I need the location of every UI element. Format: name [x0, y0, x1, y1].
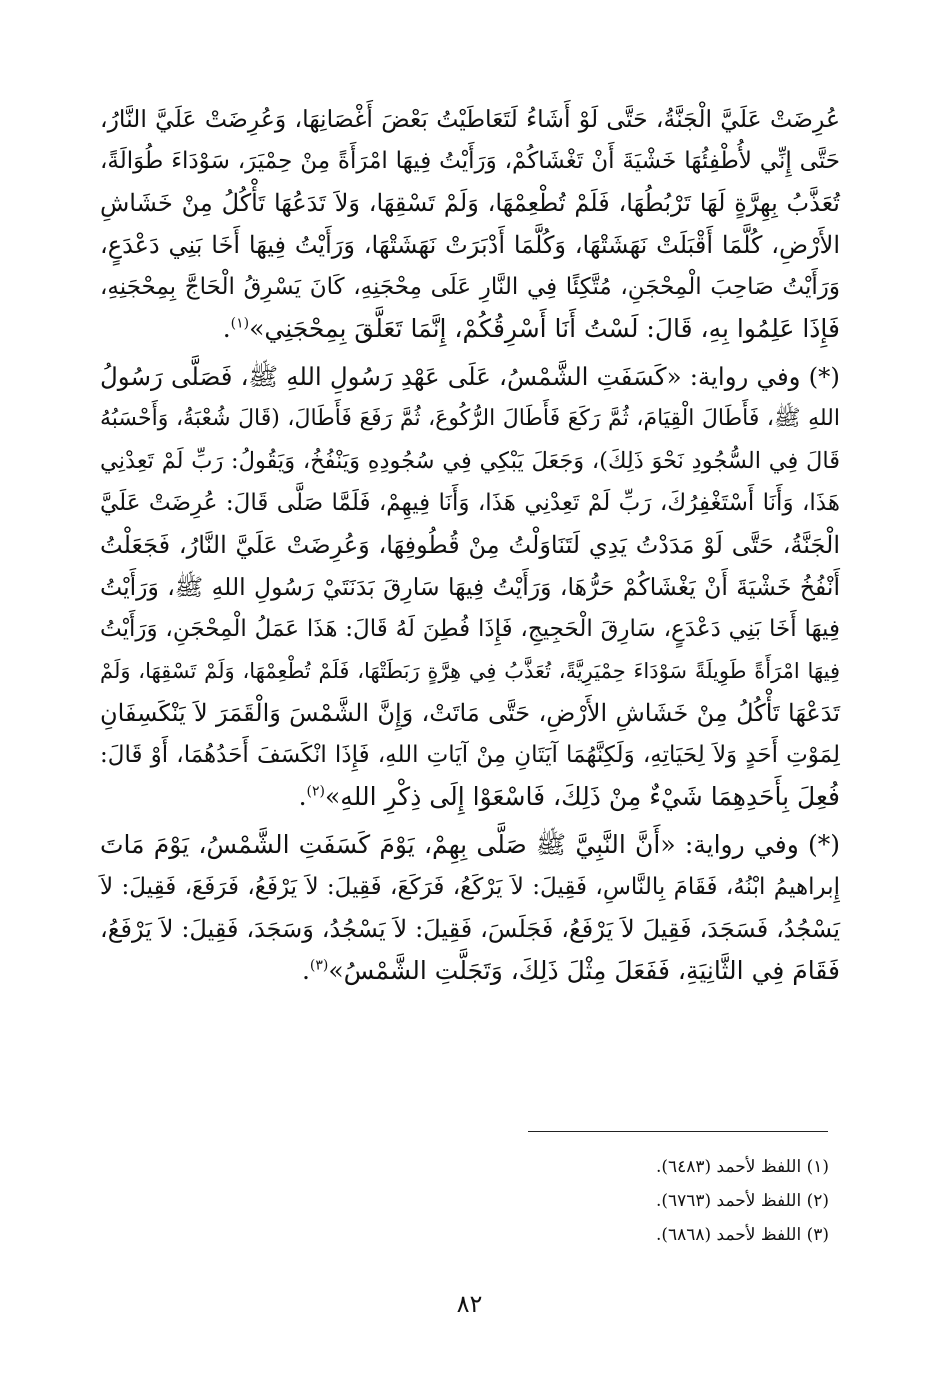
footnote-ref: (١)	[230, 315, 250, 332]
text-line-content: فَإِذَا عَلِمُوا بِهِ، قَالَ: لَسْتُ أَنَا أَسْرِقُكُمْ، إِنَّمَا تَعَلَّقَ بِمِحْجَنِي»	[249, 314, 840, 343]
paragraph-3	[100, 824, 840, 992]
text-line: فِيهَا امْرَأَةً طَوِيلَةً سَوْدَاءَ حِمْيَرِيَّةً، تُعَذَّبُ فِي هِرَّةٍ رَبَطَتْهَا، فَلَمْ تُطْعِمْهَا، وَلَمْ تَسْقِهَا، وَلَمْ	[100, 659, 840, 683]
text-line: أَنْفُخُ خَشْيَةَ أَنْ يَغْشَاكُمْ حَرُّهَا، وَرَأَيْتُ فِيهَا سَارِقَ بَدَنَتَيْ رَسُولِ اللهِ ﷺ، وَرَأَيْتُ	[100, 573, 840, 601]
text-line: عُرِضَتْ عَلَيَّ الْجَنَّةُ، حَتَّى لَوْ أَشَاءُ لَتَعَاطَيْتُ بَعْضَ أَغْصَانِهَا، وَعُرِضَتْ عَلَيَّ النَّارُ،	[100, 105, 840, 133]
sentence-end: .	[298, 782, 307, 811]
text-line: لِمَوْتِ أَحَدٍ وَلاَ لِحَيَاتِهِ، وَلَكِنَّهُمَا آيَتَانِ مِنْ آيَاتِ اللهِ، فَإِذَا انْكَسَفَ أَحَدُهُمَا، أَوْ قَالَ:	[100, 742, 840, 768]
paragraph-2	[100, 356, 840, 818]
text-line: (*) وفي رواية: «أَنَّ النَّبِيَّ ﷺ صَلَّى بِهِمْ، يَوْمَ كَسَفَتِ الشَّمْسُ، يَوْمَ مَاتَ	[100, 830, 840, 859]
footnote-2: (٢) اللفظ لأحمد (٦٧٦٣).	[655, 1191, 829, 1211]
text-line: تَدَعْهَا تَأْكُلُ مِنْ خَشَاشِ الأَرْضِ، حَتَّى مَاتَتْ، وَإِنَّ الشَّمْسَ وَالْقَمَرَ لاَ يَنْكَسِفَانِ	[100, 699, 840, 727]
text-line: هَذَا، وَأَنَا أَسْتَغْفِرُكَ، رَبِّ لَمْ تَعِدْنِي هَذَا، وَأَنَا فِيهِمْ، فَلَمَّا صَلَّى قَالَ: عُرِضَتْ عَلَيَّ	[100, 490, 840, 516]
text-line: إِبراهيمُ ابْنُهُ، فَقَامَ بِالنَّاسِ، فَقِيلَ: لاَ يَرْكَعُ، فَرَكَعَ، فَقِيلَ: لاَ يَرْفَعُ، فَرَفَعَ، فَقِيلَ: لاَ	[100, 874, 840, 900]
text-line-content: فُعِلَ بِأَحَدِهِمَا شَيْءٌ مِنْ ذَلِكَ، فَاسْعَوْا إِلَى ذِكْرِ اللهِ»	[325, 782, 840, 811]
paragraph-1	[100, 98, 840, 350]
text-line: الأَرْضِ، كُلَّمَا أَقْبَلَتْ نَهَشَتْهَا، وَكُلَّمَا أَدْبَرَتْ نَهَشَتْهَا، وَرَأَيْتُ فِيهَا أَخَا بَنِي دَعْدَعٍ،	[100, 231, 840, 259]
footnote-1: (١) اللفظ لأحمد (٦٤٨٣).	[655, 1157, 829, 1177]
main-text	[100, 98, 840, 998]
text-line: (*) وفي رواية: «كَسَفَتِ الشَّمْسُ، عَلَى عَهْدِ رَسُولِ اللهِ ﷺ، فَصَلَّى رَسُولُ	[100, 362, 840, 391]
footnote-3: (٣) اللفظ لأحمد (٦٨٦٨).	[655, 1225, 829, 1245]
footnote-ref: (٣)	[309, 957, 329, 974]
text-line: اللهِ ﷺ، فَأَطَالَ الْقِيَامَ، ثُمَّ رَكَعَ فَأَطَالَ الرُّكُوعَ، ثُمَّ رَفَعَ فَأَطَالَ، (قَالَ شُعْبَةُ، وَأَحْسَبُهُ	[100, 406, 840, 431]
text-line: فِيهَا أَخَا بَنِي دَعْدَعٍ، سَارِقَ الْحَجِيجِ، فَإِذَا فُطِنَ لَهُ قَالَ: هَذَا عَمَلُ الْمِحْجَنِ، وَرَأَيْتُ	[100, 616, 840, 642]
sentence-end: .	[222, 314, 231, 343]
text-line: حَتَّى إِنِّي لأُطْفِئُهَا خَشْيَةَ أَنْ تَغْشَاكُمْ، وَرَأَيْتُ فِيهَا امْرَأَةً مِنْ حِمْيَرَ، سَوْدَاءَ طُوَالَةً،	[100, 148, 840, 174]
page-number: ٨٢	[456, 1290, 483, 1318]
sentence-end: .	[301, 956, 310, 985]
text-line-last	[100, 950, 840, 992]
footnote-ref: (٢)	[306, 783, 326, 800]
text-line: الْجَنَّةُ، حَتَّى لَوْ مَدَدْتُ يَدِي لَتَنَاوَلْتُ مِنْ قُطُوفِهَا، وَعُرِضَتْ عَلَيَّ النَّارُ، فَجَعَلْتُ	[100, 531, 840, 559]
footnote-divider	[528, 1131, 828, 1132]
text-line: يَسْجُدُ، فَسَجَدَ، فَقِيلَ لاَ يَرْفَعُ، فَجَلَسَ، فَقِيلَ: لاَ يَسْجُدُ، وَسَجَدَ، فَقِيلَ: لاَ يَرْفَعُ،	[100, 915, 840, 943]
text-line: تُعَذَّبُ بِهِرَّةٍ لَهَا تَرْبُطُهَا، فَلَمْ تُطْعِمْهَا، وَلَمْ تَسْقِهَا، وَلاَ تَدَعُهَا تَأْكُلُ مِنْ خَشَاشِ	[100, 189, 840, 217]
text-line: وَرَأَيْتُ صَاحِبَ الْمِحْجَنِ، مُتَّكِئًا فِي النَّارِ عَلَى مِحْجَنِهِ، كَانَ يَسْرِقُ الْحَاجَّ بِمِحْجَنِهِ،	[100, 274, 840, 300]
text-line-last	[100, 308, 840, 350]
footnotes	[409, 1150, 829, 1252]
text-line: قَالَ فِي السُّجُودِ نَحْوَ ذَلِكَ)، وَجَعَلَ يَبْكِي فِي سُجُودِهِ وَيَنْفُخُ، وَيَقُولُ: رَبِّ لَمْ تَعِدْنِي	[100, 448, 840, 474]
text-line-content: فَقَامَ فِي الثَّانِيَةِ، فَفَعَلَ مِثْلَ ذَلِكَ، وَتَجَلَّتِ الشَّمْسُ»	[328, 956, 840, 985]
text-line-last	[100, 776, 840, 818]
